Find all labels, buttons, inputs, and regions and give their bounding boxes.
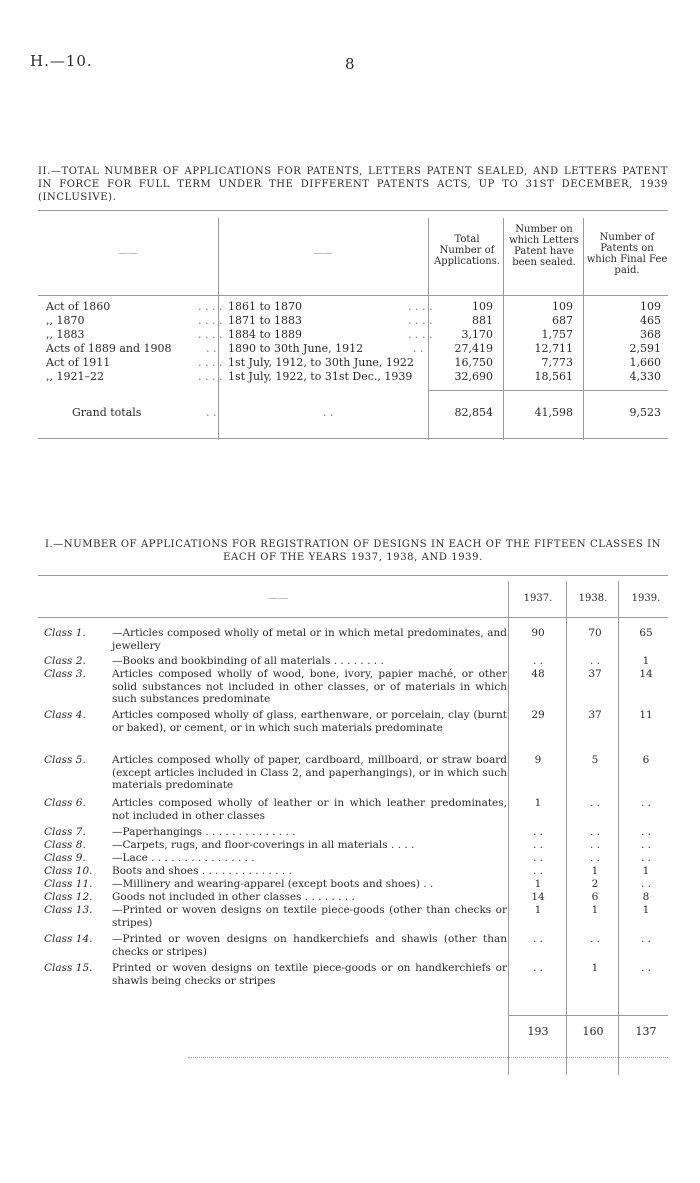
act-name: ,, 1883 xyxy=(46,328,85,341)
value-1938: . . xyxy=(589,852,600,864)
value-1939: 65 xyxy=(639,627,653,639)
class-label: Class 7. xyxy=(44,826,86,838)
leader-dots: . . . . xyxy=(198,314,223,327)
header-total-applications: Total Number of Applications. xyxy=(434,234,500,267)
applications-value: 881 xyxy=(472,314,493,327)
value-1938: 6 xyxy=(591,891,599,903)
class-description: Articles composed wholly of wood, bone, ivory, papier maché, or other solid substances not included in other classes, or of materials in which such substances predominate xyxy=(112,668,507,705)
leader-dots: . . . . xyxy=(198,356,223,369)
fee-value: 109 xyxy=(640,300,661,313)
value-1938: . . xyxy=(589,826,600,838)
value-1937: 90 xyxy=(531,627,545,639)
value-1939: . . xyxy=(640,962,651,974)
class-description: —Printed or woven designs on handkerchiefs and shawls (other than checks or stripes) xyxy=(112,933,507,958)
table-row xyxy=(38,300,668,314)
class-label: Class 5. xyxy=(44,754,86,766)
value-1937: 9 xyxy=(534,754,542,766)
value-1939: . . xyxy=(640,878,651,890)
period: 1884 to 1889 xyxy=(228,328,303,341)
leader-dots: . . xyxy=(413,342,424,355)
table-ii-blank-header-1: —— xyxy=(118,248,138,259)
class-label: Class 3. xyxy=(44,668,86,680)
value-1938: . . xyxy=(589,933,600,945)
table-i-title: I.—NUMBER OF APPLICATIONS FOR REGISTRATION OF DESIGNS IN EACH OF THE FIFTEEN CLASSES IN EACH OF THE YEARS 1937, 1938, AND 1939. xyxy=(44,539,662,563)
value-1939: 11 xyxy=(639,709,653,721)
class-row xyxy=(38,627,668,653)
value-1937: 1 xyxy=(534,878,542,890)
class-row xyxy=(38,668,668,706)
sealed-value: 109 xyxy=(552,300,573,313)
total-1939: 137 xyxy=(635,1025,657,1038)
value-1939: . . xyxy=(640,839,651,851)
class-row xyxy=(38,797,668,823)
table-row xyxy=(38,356,668,370)
class-row xyxy=(38,891,668,904)
class-description: Articles composed wholly of leather or in which leather predominates, not included in other classes xyxy=(112,797,507,822)
applications-value: 109 xyxy=(472,300,493,313)
total-fee: 9,523 xyxy=(629,406,661,419)
class-description: Goods not included in other classes . . . . . . . . xyxy=(112,891,355,903)
total-sealed: 41,598 xyxy=(534,406,573,419)
applications-value: 32,690 xyxy=(454,370,493,383)
class-row xyxy=(38,826,668,839)
class-row xyxy=(38,754,668,792)
leader-dots: . . . . xyxy=(198,328,223,341)
grand-total-label: Grand totals xyxy=(72,406,142,419)
class-label: Class 1. xyxy=(44,627,86,639)
class-description: Printed or woven designs on textile piece-goods or on handkerchiefs or shawls being checks or stripes xyxy=(112,962,507,987)
value-1939: 8 xyxy=(642,891,650,903)
value-1938: 37 xyxy=(588,709,602,721)
class-description: Articles composed wholly of glass, earthenware, or porcelain, clay (burnt or baked), or cement, or in which such materials predominate xyxy=(112,709,507,734)
sealed-value: 687 xyxy=(552,314,573,327)
value-1939: 6 xyxy=(642,754,650,766)
class-label: Class 15. xyxy=(44,962,93,974)
fee-value: 465 xyxy=(640,314,661,327)
applications-value: 3,170 xyxy=(461,328,493,341)
leader-dots: . . . . xyxy=(198,300,223,313)
value-1938: . . xyxy=(589,797,600,809)
fee-value: 1,660 xyxy=(629,356,661,369)
class-description: Boots and shoes . . . . . . . . . . . . . . xyxy=(112,865,292,877)
value-1937: . . xyxy=(532,839,543,851)
act-name: Act of 1860 xyxy=(46,300,111,313)
table-row xyxy=(38,314,668,328)
class-row xyxy=(38,655,668,668)
sealed-value: 12,711 xyxy=(534,342,573,355)
class-description: —Paperhangings . . . . . . . . . . . . . . xyxy=(112,826,296,838)
value-1939: . . xyxy=(640,933,651,945)
value-1939: 1 xyxy=(642,865,650,877)
class-row xyxy=(38,878,668,891)
period: 1890 to 30th June, 1912 xyxy=(228,342,364,355)
leader-dots: . . xyxy=(206,342,217,355)
value-1937: 1 xyxy=(534,904,542,916)
total-1938: 160 xyxy=(582,1025,604,1038)
value-1937: . . xyxy=(532,852,543,864)
class-label: Class 9. xyxy=(44,852,86,864)
applications-value: 16,750 xyxy=(454,356,493,369)
value-1939: . . xyxy=(640,852,651,864)
class-label: Class 10. xyxy=(44,865,93,877)
sealed-value: 1,757 xyxy=(541,328,573,341)
fee-value: 368 xyxy=(640,328,661,341)
value-1939: . . xyxy=(640,826,651,838)
value-1938: 70 xyxy=(588,627,602,639)
total-applications: 82,854 xyxy=(454,406,493,419)
value-1939: 1 xyxy=(642,655,650,667)
year-header-1937: 1937. xyxy=(523,593,553,604)
table-row xyxy=(38,370,668,384)
value-1938: 1 xyxy=(591,962,599,974)
class-label: Class 11. xyxy=(44,878,93,890)
header-letters-sealed: Number on which Letters Patent have been sealed. xyxy=(509,224,579,268)
class-row xyxy=(38,709,668,747)
class-description: Articles composed wholly of paper, cardboard, millboard, or straw board (except articles included in Class 2, and paperhangings), or in which such materials predominate xyxy=(112,754,507,791)
leader-dots: . . . . xyxy=(408,300,433,313)
class-row xyxy=(38,933,668,959)
value-1937: 14 xyxy=(531,891,545,903)
leader-dots: . . xyxy=(323,406,334,419)
class-description: —Lace . . . . . . . . . . . . . . . . xyxy=(112,852,255,864)
class-description: —Books and bookbinding of all materials . . . . . . . . xyxy=(112,655,384,667)
class-row xyxy=(38,904,668,930)
class-row xyxy=(38,865,668,878)
class-label: Class 8. xyxy=(44,839,86,851)
table-row xyxy=(38,342,668,356)
value-1938: 2 xyxy=(591,878,599,890)
class-label: Class 2. xyxy=(44,655,86,667)
table-ii xyxy=(38,210,668,440)
class-description: —Carpets, rugs, and floor-coverings in all materials . . . . xyxy=(112,839,415,851)
table-i xyxy=(38,575,668,1075)
class-label: Class 13. xyxy=(44,904,93,916)
value-1938: . . xyxy=(589,839,600,851)
header-final-fee: Number of Patents on which Final Fee paid. xyxy=(586,232,668,276)
leader-dots: . . . . xyxy=(408,314,433,327)
value-1937: . . xyxy=(532,962,543,974)
applications-value: 27,419 xyxy=(454,342,493,355)
sealed-value: 18,561 xyxy=(534,370,573,383)
grand-total-row xyxy=(38,406,668,420)
value-1937: . . xyxy=(532,826,543,838)
class-row xyxy=(38,962,668,988)
class-row xyxy=(38,852,668,865)
class-label: Class 6. xyxy=(44,797,86,809)
value-1938: 1 xyxy=(591,904,599,916)
sealed-value: 7,773 xyxy=(541,356,573,369)
fee-value: 2,591 xyxy=(629,342,661,355)
act-name: ,, 1921–22 xyxy=(46,370,104,383)
class-label: Class 14. xyxy=(44,933,93,945)
value-1937: 48 xyxy=(531,668,545,680)
fee-value: 4,330 xyxy=(629,370,661,383)
page-reference: H.—10. xyxy=(30,52,93,70)
page-number: 8 xyxy=(345,55,355,73)
year-header-1938: 1938. xyxy=(578,593,608,604)
year-header-1939: 1939. xyxy=(631,593,661,604)
act-name: Act of 1911 xyxy=(46,356,111,369)
class-description: —Articles composed wholly of metal or in which metal predominates, and jewellery xyxy=(112,627,507,652)
value-1938: 1 xyxy=(591,865,599,877)
value-1939: 1 xyxy=(642,904,650,916)
value-1937: 1 xyxy=(534,797,542,809)
class-description: —Printed or woven designs on textile piece-goods (other than checks or stripes) xyxy=(112,904,507,929)
table-ii-blank-header-2: —— xyxy=(313,248,333,259)
value-1937: . . xyxy=(532,655,543,667)
value-1938: . . xyxy=(589,655,600,667)
class-label: Class 12. xyxy=(44,891,93,903)
class-row xyxy=(38,839,668,852)
leader-dots: . . . . xyxy=(198,370,223,383)
value-1938: 37 xyxy=(588,668,602,680)
table-ii-title: II.—TOTAL NUMBER OF APPLICATIONS FOR PATENTS, LETTERS PATENT SEALED, AND LETTERS PATENT IN FORCE FOR FULL TERM UNDER THE DIFFERENT PATENTS ACTS, UP TO 31ST DECEMBER, 1939 (INCLUSIVE). xyxy=(38,166,668,203)
class-description: —Millinery and wearing-apparel (except boots and shoes) . . xyxy=(112,878,434,890)
period: 1st July, 1912, to 30th June, 1922 xyxy=(228,356,414,369)
value-1937: . . xyxy=(532,865,543,877)
period: 1st July, 1922, to 31st Dec., 1939 xyxy=(228,370,413,383)
value-1938: 5 xyxy=(591,754,599,766)
act-name: Acts of 1889 and 1908 xyxy=(46,342,172,355)
leader-dots: . . xyxy=(206,406,217,419)
act-name: ,, 1870 xyxy=(46,314,85,327)
value-1939: 14 xyxy=(639,668,653,680)
class-label: Class 4. xyxy=(44,709,86,721)
period: 1871 to 1883 xyxy=(228,314,303,327)
period: 1861 to 1870 xyxy=(228,300,303,313)
total-1937: 193 xyxy=(527,1025,549,1038)
value-1937: 29 xyxy=(531,709,545,721)
value-1939: . . xyxy=(640,797,651,809)
table-row xyxy=(38,328,668,342)
leader-dots: . . . . xyxy=(408,328,433,341)
table-i-blank-header: —— xyxy=(268,593,288,604)
value-1937: . . xyxy=(532,933,543,945)
